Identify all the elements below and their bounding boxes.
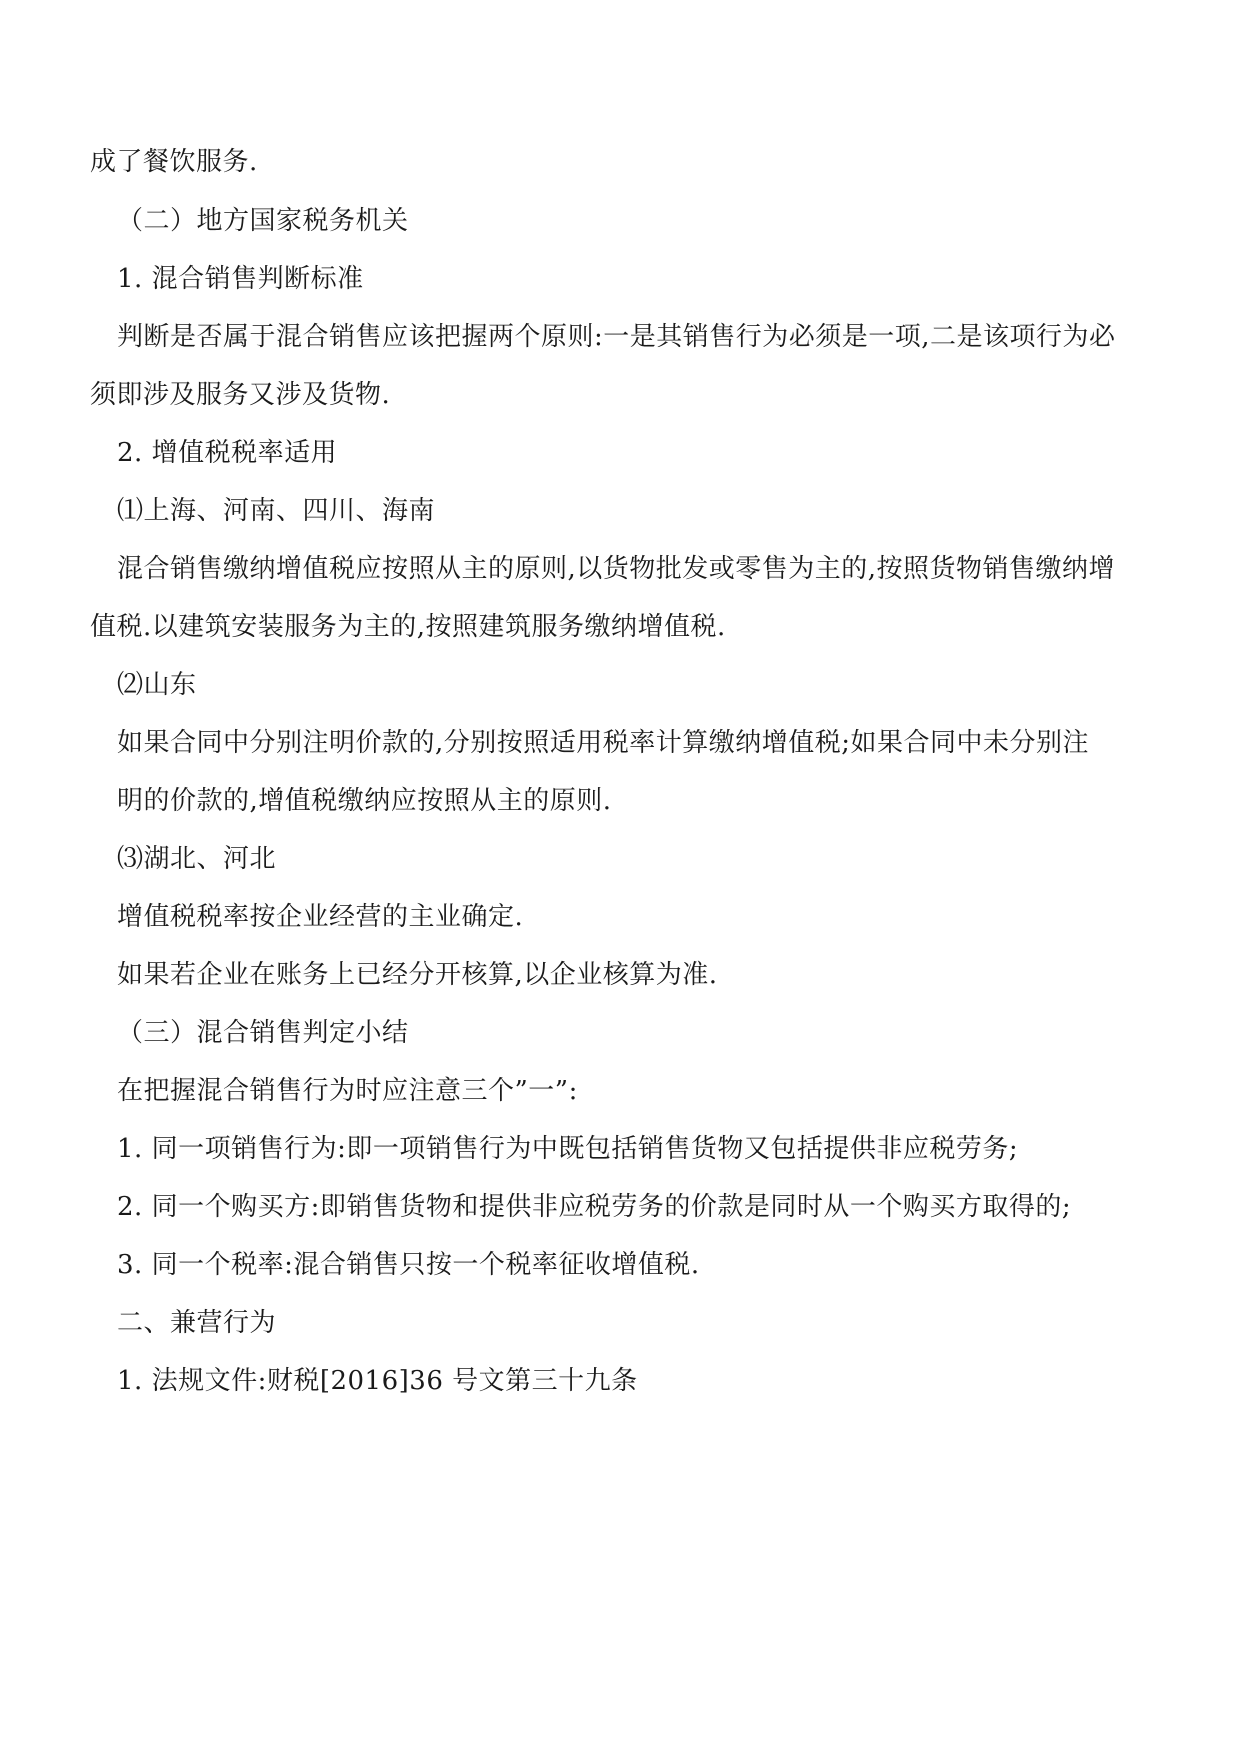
section-heading: 二、兼营行为: [117, 1308, 277, 1338]
subsection-heading: 1. 法规文件:财税[2016]36 号文第三十九条: [117, 1366, 638, 1396]
paragraph-line: 判断是否属于混合销售应该把握两个原则:一是其销售行为必须是一项,二是该项行为必: [117, 322, 1116, 352]
paragraph-line: 在把握混合销售行为时应注意三个”一”:: [117, 1076, 578, 1106]
list-heading: ⑵山东: [117, 670, 197, 700]
section-heading: （三）混合销售判定小结: [117, 1018, 409, 1048]
list-item: 1. 同一项销售行为:即一项销售行为中既包括销售货物又包括提供非应税劳务;: [117, 1134, 1019, 1164]
paragraph-line: 增值税税率按企业经营的主业确定.: [117, 902, 524, 932]
list-heading: ⑶湖北、河北: [117, 844, 277, 874]
paragraph-line: 如果若企业在账务上已经分开核算,以企业核算为准.: [117, 960, 718, 990]
paragraph-line: 混合销售缴纳增值税应按照从主的原则,以货物批发或零售为主的,按照货物销售缴纳增: [117, 554, 1116, 584]
section-heading: （二）地方国家税务机关: [117, 206, 409, 236]
list-item: 2. 同一个购买方:即销售货物和提供非应税劳务的价款是同时从一个购买方取得的;: [117, 1192, 1072, 1222]
paragraph-line: 成了餐饮服务.: [90, 147, 258, 177]
subsection-heading: 1. 混合销售判断标准: [117, 264, 364, 294]
subsection-heading: 2. 增值税税率适用: [117, 438, 338, 468]
paragraph-line: 明的价款的,增值税缴纳应按照从主的原则.: [117, 786, 612, 816]
list-heading: ⑴上海、河南、四川、海南: [117, 496, 436, 526]
paragraph-line: 如果合同中分别注明价款的,分别按照适用税率计算缴纳增值税;如果合同中未分别注: [117, 728, 1090, 758]
list-item: 3. 同一个税率:混合销售只按一个税率征收增值税.: [117, 1250, 700, 1280]
paragraph-line: 值税.以建筑安装服务为主的,按照建筑服务缴纳增值税.: [90, 612, 726, 642]
paragraph-line: 须即涉及服务又涉及货物.: [90, 380, 391, 410]
